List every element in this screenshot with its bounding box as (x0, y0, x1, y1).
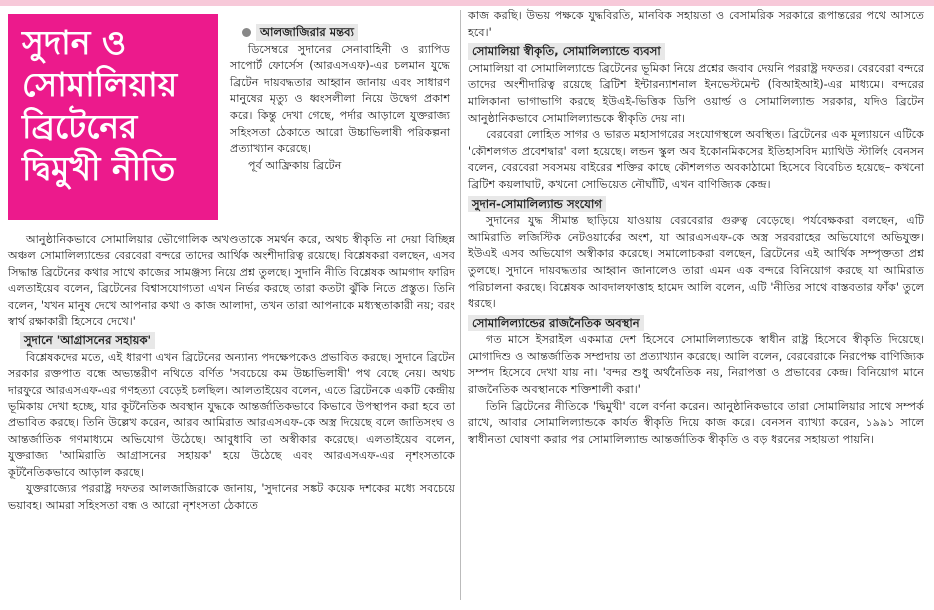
section-heading: সোমালিয়া স্বীকৃতি, সোমালিল্যান্ডে ব্যবসা (468, 43, 924, 60)
wide-column (8, 232, 455, 514)
paragraph: সুদানের যুদ্ধ সীমান্ত ছাড়িয়ে যাওয়ায় বেরবেরার গুরুত্ব বেড়েছে। পর্যবেক্ষকরা বলছেন, এটি আমিরাতি লজিস্টিক নেটওয়ার্কের অংশ, যা আরএসএফ-কে অস্ত্র সরবরাহের অভিযোগে অভিযুক্ত। ইউএই এসব অভিযোগ অস্বীকার করেছে। সমালোচকরা বলছেন, ব্রিটেনের এই আর্থিক সম্পৃক্ততা প্রশ্ন তুলছে। সুদানে দায়বদ্ধতার আহ্বান জানালেও তারা এমন এক বন্দরে বিনিয়োগ করছে যা আমিরাত পরিচালনা করছে। বিশ্লেষক আবদালফাত্তাহ হামেদ আলি বলেন, এটি 'নীতির সাথে বাস্তবতার ফাঁক' তুলে ধরছে। (468, 214, 924, 311)
section-heading: সুদানে 'আগ্রাসনের সহায়ক' (20, 332, 455, 348)
paragraph: ডিসেম্বরে সুদানের সেনাবাহিনী ও র‍্যাপিড সাপোর্ট ফোর্সেস (আরএসএফ)-এর চলমান যুদ্ধে ব্রিটেন দায়বদ্ধতার আহ্বান জানায় এবং সাধারণ মানুষের মৃত্যু ও ধ্বংসলীলা নিয়ে উদ্বেগ প্রকাশ করে। কিন্তু দেখা গেছে, পর্দার আড়ালে যুক্তরাজ্য সহিংসতা ঠেকাতে আরো উচ্চাভিলাষী পরিকল্পনা প্রত্যাখ্যান করেছে। (230, 42, 450, 156)
bullet-icon (242, 28, 251, 37)
section-heading: সোমালিল্যান্ডের রাজনৈতিক অবস্থান (468, 315, 924, 332)
column-divider (460, 10, 461, 600)
paragraph: গত মাসে ইসরাইল একমাত্র দেশ হিসেবে সোমালিল্যান্ডকে স্বাধীন রাষ্ট্র হিসেবে স্বীকৃতি দিয়েছে। মোগাদিশু ও আন্তর্জাতিক সম্প্রদায় তা প্রত্যাখ্যান করেছে। আলি বলেন, বেরবেরাকে নিরপেক্ষ বাণিজ্যিক সম্পদ হিসেবে দেখা যায় না। 'বন্দর শুধু অর্থনৈতিক নয়, নিরাপত্তা ও প্রভাবের কেন্দ্র। বিনিয়োগ মানে রাজনৈতিক অবস্থানকে শক্তিশালী করা।' (468, 333, 924, 397)
paragraph: পূর্ব আফ্রিকায় ব্রিটেন (248, 158, 342, 172)
paragraph: আনুষ্ঠানিকভাবে সোমালিয়ার ভৌগোলিক অখণ্ডতাকে সমর্থন করে, অথচ স্বীকৃতি না দেয়া বিচ্ছিন্ন অঞ্চল সোমালিল্যান্ডের বেরবেরা বন্দরে তাদের আর্থিক অংশীদারিত্ব রয়েছে। বিশ্লেষকরা বলছেন, এসব সিদ্ধান্ত ব্রিটেনের কথার সাথে কাজের সামঞ্জস্য নিয়ে প্রশ্ন তুলছে। সুদানি নীতি বিশ্লেষক আমগাদ ফারিদ এলতাইয়েব বলেন, ব্রিটেনের বিশ্বাসযোগ্যতা এখন নির্ভর করছে তারা কতটা ঝুঁকি নিতে প্রস্তুত। তিনি বলেন, 'যখন মানুষ দেখে আপনার কথা ও কাজ আলাদা, তখন তারা আপনাকে মধ্যস্থতাকারী নয়; বরং স্বার্থ রক্ষাকারী হিসেবে দেখে।' (8, 233, 455, 329)
article-title: সুদান ও সোমালিয়ায় ব্রিটেনের দ্বিমুখী নীতি (22, 23, 178, 188)
section-heading-comment: আলজাজিরার মন্তব্য (242, 24, 450, 41)
title-box (8, 14, 218, 220)
column-2 (468, 8, 924, 448)
paragraph: বেরবেরা লোহিত সাগর ও ভারত মহাসাগরের সংযোগস্থলে অবস্থিত। ব্রিটেনের এক মূল্যায়নে এটিকে 'কৌশলগত প্রবেশদ্বার' বলা হয়েছে। লন্ডন স্কুল অব ইকোনমিকসের ইতিহাসবিদ ম্যাথিউ স্টার্লিং বেনসন বলেন, বেরবেরা সবসময় বাইরের শক্তির কাছে কৌশলগত অবকাঠামো হিসেবে বিবেচিত হয়েছে– কখনো ব্রিটিশ কয়লাঘাট, কখনো সোভিয়েত নৌঘাঁটি, এখন বাণিজ্যিক কেন্দ্র। (468, 128, 924, 191)
section-heading: সুদান-সোমালিল্যান্ড সংযোগ (468, 196, 924, 213)
top-rule (0, 0, 934, 6)
paragraph: কাজ করছি। উভয় পক্ষকে যুদ্ধবিরতি, মানবিক সহায়তা ও বেসামরিক সরকারে রূপান্তরের পথে আসতে হবে।' (468, 9, 924, 39)
paragraph: যুক্তরাজ্যের পররাষ্ট্র দফতর আলজাজিরাকে জানায়, 'সুদানের সঙ্কট কয়েক দশকের মধ্যে সবচেয়ে ভয়াবহ। আমরা সহিংসতা বন্ধ ও আরো নৃশংসতা ঠেকাতে (8, 482, 455, 512)
paragraph: তিনি ব্রিটেনের নীতিকে 'দ্বিমুখী' বলে বর্ণনা করেন। আনুষ্ঠানিকভাবে তারা সোমালিয়ার সাথে সম্পর্ক রাখে, আবার সোমালিল্যান্ডকে কার্যত স্বীকৃতি দিয়ে কাজ করে। বেনসন ব্যাখ্যা করেন, ১৯৯১ সালে স্বাধীনতা ঘোষণা করার পর সোমালিল্যান্ড আন্তর্জাতিক স্বীকৃতি ও বড় ধরনের সহায়তা পায়নি। (468, 399, 924, 446)
paragraph: বিশ্লেষকদের মতে, এই ধারণা এখন ব্রিটেনের অন্যান্য পদক্ষেপকেও প্রভাবিত করছে। সুদানে ব্রিটেন সরকার রক্তপাত বন্ধে অভ্যন্তরীণ নথিতে বর্ণিত 'সবচেয়ে কম উচ্চাভিলাষী' পথ বেছে নেয়। অথচ দারফুরে আরএসএফ-এর গণহত্যা বেড়েই চলছিল। আলতাইয়েব বলেন, এতে ব্রিটেনকে একটি কেন্দ্রীয় ভূমিকায় দেখা হচ্ছে, যার কূটনৈতিক অবস্থান যুদ্ধকে আন্তর্জাতিকভাবে কিভাবে উপস্থাপন করা হবে তা প্রভাবিত করছে। তিনি উল্লেখ করেন, আরব আমিরাত আরএসএফ-কে অস্ত্র দিয়েছে বলে জাতিসংঘ ও আন্তর্জাতিক গণমাধ্যমে অভিযোগ উঠেছে। আবুধাবি তা অস্বীকার করেছে। এলতাইয়েব বলেন, যুক্তরাজ্য 'আমিরাতি আগ্রাসনের সহায়ক' হয়ে উঠেছে এবং আরএসএফ-এর নৃশংসতাকে কূটনৈতিকভাবে আড়াল করছে। (8, 350, 455, 479)
paragraph: সোমালিয়া বা সোমালিল্যান্ডে ব্রিটেনের ভূমিকা নিয়ে প্রশ্নের জবাব দেয়নি পররাষ্ট্র দফতর। বেরবেরা বন্দরে তাদের অংশীদারিত্ব রয়েছে ব্রিটিশ ইন্টারন্যাশনাল ইনভেস্টমেন্ট (বিআইআই)-এর মাধ্যমে। বন্দরের মালিকানা ভাগাভাগি করছে ইউএই-ভিত্তিক ডিপি ওয়ার্ল্ড ও সোমালিল্যান্ড সরকার, যদিও ব্রিটেন আনুষ্ঠানিকভাবে সোমালিল্যান্ডকে স্বীকৃতি দেয় না। (468, 61, 924, 125)
column-1 (230, 22, 450, 174)
